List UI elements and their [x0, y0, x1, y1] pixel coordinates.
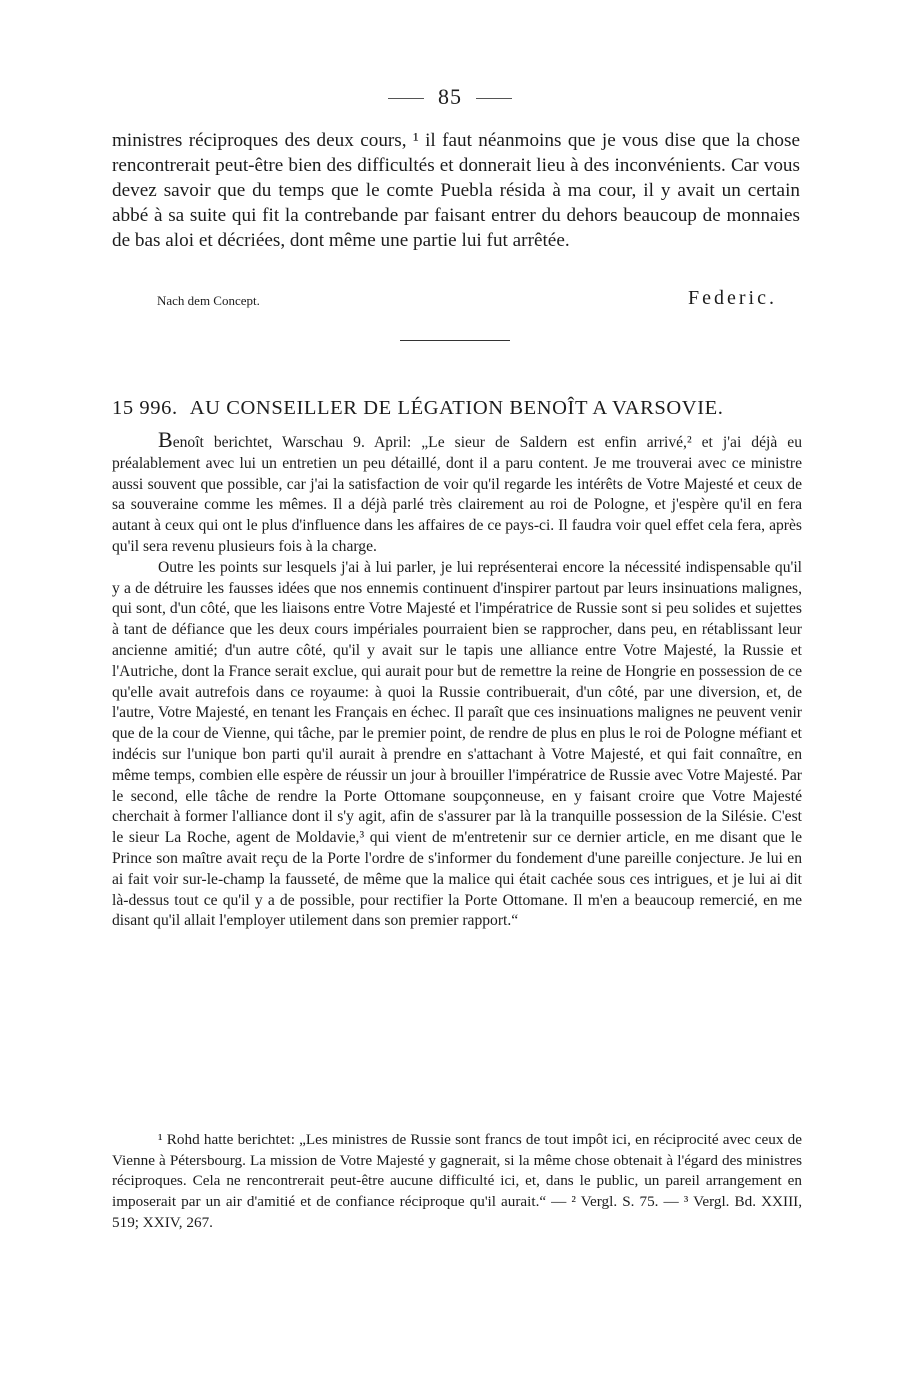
signature-row	[157, 287, 777, 313]
page-number-dash-right	[476, 98, 512, 99]
page-number-dash-left	[388, 98, 424, 99]
footnote-text: ¹ Rohd hatte berichtet: „Les ministres de Russie sont francs de tout impôt ici, en réciprocité avec ceux de Vienne à Pétersbourg. La mission de Votre Majesté y gagnerait, si la même chose obtenait à l'égard des ministres réciproques. Cela ne rencontrerait peut-être aucune difficulté ici, et, dans le public, un pareil arrangement en imposerait par un air d'amitié et de confiance réciproque qu'il aurait.“ — ² Vergl. S. 75. — ³ Vergl. Bd. XXIII, 519; XXIV, 267.	[112, 1131, 802, 1231]
drop-cap: B	[158, 427, 173, 452]
signature: Federic.	[688, 287, 777, 309]
page-number: 85	[438, 84, 462, 109]
letter-body	[112, 427, 802, 932]
body-paragraph-text: Outre les points sur lesquels j'ai à lui parler, je lui représenterai encore la nécessité indispensable qu'il y a de détruire les fausses idées que nos ennemis continuent d'inspirer partout par leurs insinuations malignes, qui sont, d'un côté, que les liaisons entre Votre Majesté et l'impératrice de Russie sont si peu solides et sujettes à tant de défiance que les deux cours impériales pourraient bien se rapprocher, dans peu, en rétablissant leur ancienne amitié; d'un autre côté, qu'il y avait sur le tapis une alliance entre Votre Majesté, la Russie et l'Autriche, dont la France serait exclue, qui aurait pour but de remettre la reine de Hongrie en possession de ce qu'elle avait autrefois dans ce royaume: à quoi la Russie contribuerait, d'un côté, par une diversion, et, de l'autre, Votre Majesté, en tenant les Français en échec. Il paraît que ces insinuations malignes ne peuvent venir que de la cour de Vienne, qui tâche, par le premier point, de rendre de plus en plus le roi de Pologne méfiant et indécis sur l'unique bon parti qu'il aurait à prendre en s'attachant à Votre Majesté, et qui fait connaître, en même temps, combien elle espère de réussir un jour à brouiller l'impératrice de Russie avec Votre Majesté. Par le second, elle tâche de rendre la Porte Ottomane soupçonneuse, en y faisant croire que Votre Majesté cherchait à former l'alliance dont il s'y agit, afin de s'assurer par là la tranquille possession de la Silésie. C'est le sieur La Roche, agent de Moldavie,³ qui vient de m'entretenir sur ce dernier article, en me disant que le Prince son maître avait reçu de la Porte l'ordre de s'informer du fondement d'une pareille conjecture. Je lui en ai fait voir sur-le-champ la fausseté, de même que la malice qui était cachée sous ces intrigues, et je lui ai dit là-dessus tout ce qu'il y a de possible, pour rectifier la Porte Ottomane. Il m'en a beaucoup remercié, en me disant qu'il allait l'employer utilement dans son premier rapport.“	[112, 558, 802, 930]
body-paragraph	[112, 427, 802, 558]
body-paragraph-text: enoît berichtet, Warschau 9. April: „Le sieur de Saldern est enfin arrivé,² et j'ai déjà eu préalablement avec lui un entretien un peu détaillé, dont il a paru content. Je me trouverai avec ce ministre aussi souvent que possible, car j'ai la satisfaction de voir qu'il regarde les intérêts de Votre Majesté et ceux de sa souveraine comme les mêmes. Il a déjà parlé très clairement au roi de Pologne, et j'espère qu'il en fera autant à ceux qui ont le plus d'influence dans les affaires de ce pays-ci. Il faudra voir quel effet cela fera, après qu'il sera revenu plusieurs fois à la charge.	[112, 434, 802, 555]
section-divider	[400, 340, 510, 341]
letter-number: 15 996.	[112, 397, 178, 419]
letter-heading	[112, 397, 812, 420]
letter-title: AU CONSEILLER DE LÉGATION BENOÎT A VARSOVIE.	[189, 397, 724, 419]
page-number-row	[0, 84, 900, 110]
continued-paragraph: ministres réciproques des deux cours, ¹ il faut néanmoins que je vous dise que la chose rencontrerait peut-être bien des difficultés et donnerait lieu à des inconvénients. Car vous devez savoir que du temps que le comte Puebla résida à ma cour, il y avait un certain abbé à sa suite qui fit la contrebande par faisant entrer du dehors beaucoup de monnaies de bas aloi et décriées, dont même une partie lui fut arrêtée.	[112, 130, 800, 251]
concept-note: Nach dem Concept.	[157, 293, 260, 308]
footnotes	[112, 1130, 802, 1234]
body-paragraph	[112, 558, 802, 932]
